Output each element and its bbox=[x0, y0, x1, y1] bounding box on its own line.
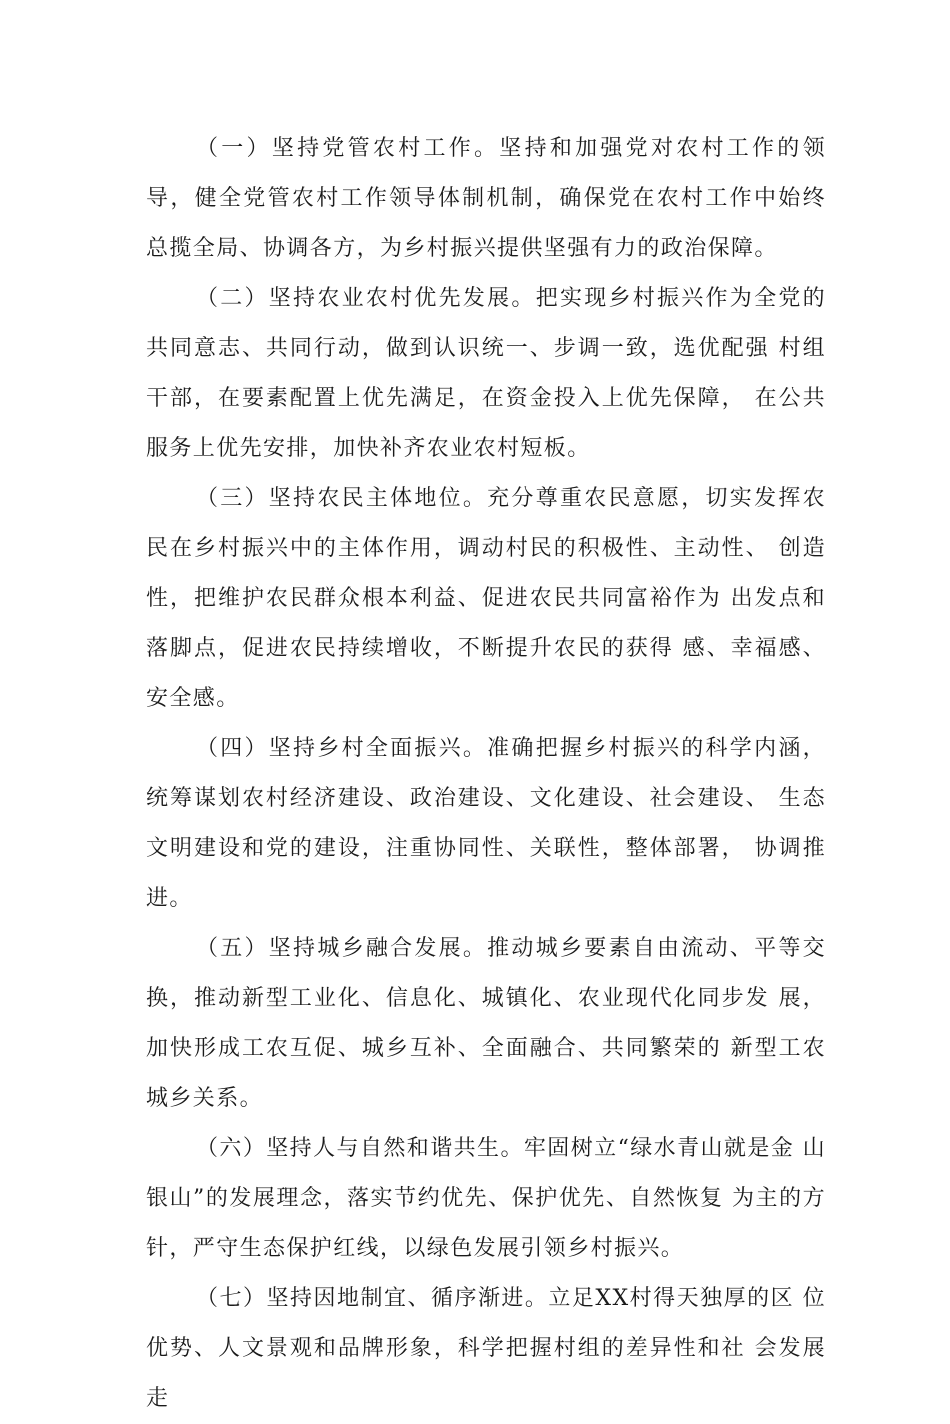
document-body bbox=[146, 124, 826, 1424]
paragraph-3: （三）坚持农民主体地位。充分尊重农民意愿，切实发挥农 民在乡村振兴中的主体作用，调动村民的积极性、主动性、 创造性，把维护农民群众根本利益、促进农民共同富裕作为 出发点和落脚点，促进农民持续增收，不断提升农民的获得 感、幸福感、安全感。 bbox=[146, 486, 826, 711]
paragraph-6: （六）坚持人与自然和谐共生。牢固树立“绿水青山就是金 山银山”的发展理念，落实节约优先、保护优先、自然恢复 为主的方针，严守生态保护红线，以绿色发展引领乡村振兴。 bbox=[146, 1136, 826, 1261]
paragraph-4: （四）坚持乡村全面振兴。准确把握乡村振兴的科学内涵， 统筹谋划农村经济建设、政治建设、文化建设、社会建设、 生态文明建设和党的建设，注重协同性、关联性，整体部署， 协调推进。 bbox=[146, 736, 826, 911]
paragraph-1: （一）坚持党管农村工作。坚持和加强党对农村工作的领导，健全党管农村工作领导体制机制，确保党在农村工作中始终 总揽全局、协调各方，为乡村振兴提供坚强有力的政治保障。 bbox=[146, 136, 826, 261]
paragraph-2: （二）坚持农业农村优先发展。把实现乡村振兴作为全党的 共同意志、共同行动，做到认识统一、步调一致，选优配强 村组干部，在要素配置上优先满足，在资金投入上优先保障， 在公共服务上优先安排，加快补齐农业农村短板。 bbox=[146, 286, 826, 461]
paragraph-7: （七）坚持因地制宜、循序渐进。立足XX村得天独厚的区 位优势、人文景观和品牌形象，科学把握村组的差异性和社 会发展走 bbox=[146, 1286, 826, 1411]
paragraph-5: （五）坚持城乡融合发展。推动城乡要素自由流动、平等交 换，推动新型工业化、信息化、城镇化、农业现代化同步发 展，加快形成工农互促、城乡互补、全面融合、共同繁荣的 新型工农城乡关系。 bbox=[146, 936, 826, 1111]
